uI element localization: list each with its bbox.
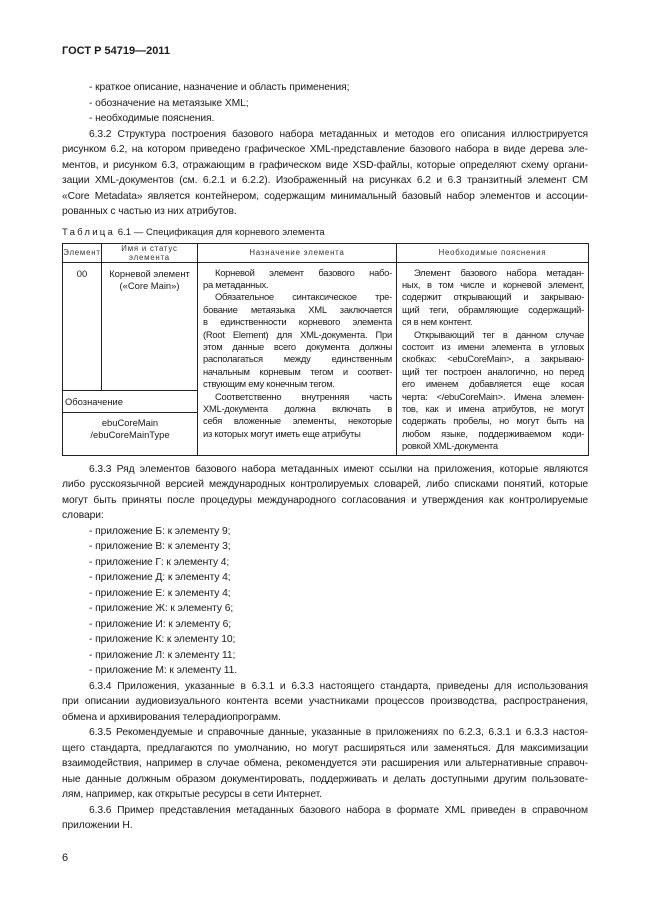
table-row [63,262,589,390]
list-item: - приложение И: к элементу 6; [89,618,231,630]
cell-line: состоит из имени элемента в угловых [402,340,584,352]
spec-table [62,243,589,456]
list-item: - приложение М: к элементу 11. [89,665,238,677]
text-line: словари: [62,510,104,522]
header-notes: Необходимые пояснения [397,243,589,262]
list-item: - приложение Б: к элементу 9; [89,525,231,537]
cell-line: Элемент базового набора метадан- [414,266,584,278]
cell-line: себя вложенные элементы, некоторые [203,415,392,427]
table-caption-text: 6.1 — Спецификация для корневого элемента [117,226,325,238]
cell-line: Корневой элемент базового набо- [215,266,392,278]
text-line: взаимодействия, например в случае обмена, рекомендуется эти расширения или альтернативные справоч- [62,758,588,770]
text-line: щего стандарта, предлагаются по умолчанию, но могут расширяться или заменяться. Для максимизации [62,742,588,754]
cell-line: располагаться между единственным [203,353,392,365]
text-line: зации XML-документов (см. 6.2.1 и 6.2.2). Изображенный на рисунках 6.2 и 6.3 транзитный элемент CM [62,175,588,186]
cell-line: в единственности корневого элемента [203,316,392,328]
cell-notes [397,262,589,455]
header-name: Имя и статус элемента [102,243,198,262]
text-flow-bottom [62,462,588,834]
page-body [62,80,588,864]
header-purpose: Назначение элемента [198,243,397,262]
designation-line: ebuCoreMain [101,416,159,428]
cell-line: скобках: <ebuCoreMain>, а закрываю- [402,353,584,365]
designation-value [63,412,198,455]
cell-line: XML-документа должна включать в [203,402,392,414]
cell-line: щий тег построен аналогично, но перед [402,365,584,377]
designation-label: Обозначение [63,390,198,412]
text-line: либо русскоязычной версией международных контролируемых словарей, либо списками понятий, которые [62,479,588,491]
cell-line: содержит открывающий и закрываю- [402,291,584,303]
text-line: обмена и архивирования телерадиопрограмм. [62,711,281,723]
table-caption-prefix: Таблица [62,226,116,238]
text-line: ментов, и рисунком 6.3, отражающим в графическом виде XSD-файлы, которые определяют схему органи- [62,159,588,171]
cell-line: щий теги, обрамляющие содержащий- [402,303,584,315]
cell-name [102,262,198,390]
text-line: приложении Н. [62,820,133,832]
cell-element: 00 [63,262,102,390]
text-line: «Core Metadata» является контейнером, содержащим минимальный базовый набор элементов и ассоции- [62,190,588,202]
cell-line: ра метаданных. [203,278,269,290]
cell-line: содержать пробелы, но могут быть на [402,415,584,427]
list-item: - приложение В: к элементу 3; [89,541,231,553]
list-item: - приложение Л: к элементу 11; [89,649,236,661]
text-line: 6.3.3 Ряд элементов базового набора метаданных имеют ссылки на приложения, которые являются [89,463,588,475]
designation-line: /ebuCoreMainType [90,429,170,441]
table-header-row [63,243,589,262]
cell-line: любом языке, поддерживаемом коди- [402,427,584,439]
cell-line: ровкой XML-документа [402,440,498,452]
list-item: - краткое описание, назначение и область применения; [89,82,350,93]
cell-line: Открывающий тег в данном случае [414,328,584,340]
text-line: 6.3.4 Приложения, указанные в 6.3.1 и 6.3.3 настоящего стандарта, приведены для использования [89,680,588,692]
page-number: 6 [62,851,69,864]
cell-line: черта: </ebuCoreMain>. Имена элемен- [402,390,584,402]
text-line: 6.3.5 Рекомендуемые и справочные данные, указанные в приложениях по 6.2.3, 6.3.1 и 6.3.3 настоя- [89,727,588,739]
text-flow-top [62,80,588,220]
cell-line: ся в нем контент. [402,316,473,328]
cell-purpose [198,262,397,455]
cell-line: ных, в том числе и корневой элемент, [402,278,584,290]
cell-line: бование метаязыка XML заключается [203,303,392,315]
table-caption [62,227,588,239]
text-line: рованных с частью из них атрибутов. [62,206,237,217]
header-element: Элемент [63,243,102,262]
cell-line: тов, как и имена атрибутов, не могут [402,402,584,414]
cell-line: ствующим ему конечным тегом. [203,378,335,390]
text-line: рисунком 6.2, на котором приведено графическое XML-представление базового набора в виде дерева эле- [62,144,588,155]
name-line: Корневой элемент [109,267,190,279]
cell-line: (Root Element) для XML-документа. При [203,328,392,340]
cell-line: этом данные всего документа должны [203,340,392,352]
list-item: - приложение Д: к элементу 4; [89,572,231,584]
text-line: при описании аудиовизуального контента всеми участниками процессов производства, распространения, [62,696,588,708]
cell-line: Соответственно внутренняя часть [215,390,392,402]
cell-line: Обязательное синтаксическое тре- [215,291,392,303]
text-line: могут быть приняты после процедуры международного согласования и утверждения как контролируемые [62,494,588,506]
list-item: - приложение Ж: к элементу 6; [89,603,234,615]
text-line: 6.3.2 Структура построения базового набора метаданных и методов его описания иллюстрируется [89,128,588,140]
list-item: - приложение Е: к элементу 4; [89,587,231,599]
document-header: ГОСТ Р 54719—2011 [62,45,170,57]
text-line: ные данные должным образом документировать, поддерживать и делать доступными другим пользовате- [62,773,588,785]
text-line: 6.3.6 Пример представления метаданных базового набора в формате XML приведен в справочном [89,804,588,816]
cell-line: начальным корневым тегом и соответ- [203,365,392,377]
list-item: - необходимые пояснения. [89,113,215,124]
list-item: - обозначение на метаязыке XML; [89,97,249,109]
cell-line: его именем добавляется еще косая [402,378,584,390]
cell-line: из которых могут иметь еще атрибуты [203,427,361,439]
list-item: - приложение Г: к элементу 4; [89,556,230,568]
name-line: («Core Main») [119,279,180,291]
list-item: - приложение К: к элементу 10; [89,634,236,646]
text-line: лям, например, как открытые ресурсы в сети Интернет. [62,789,322,801]
